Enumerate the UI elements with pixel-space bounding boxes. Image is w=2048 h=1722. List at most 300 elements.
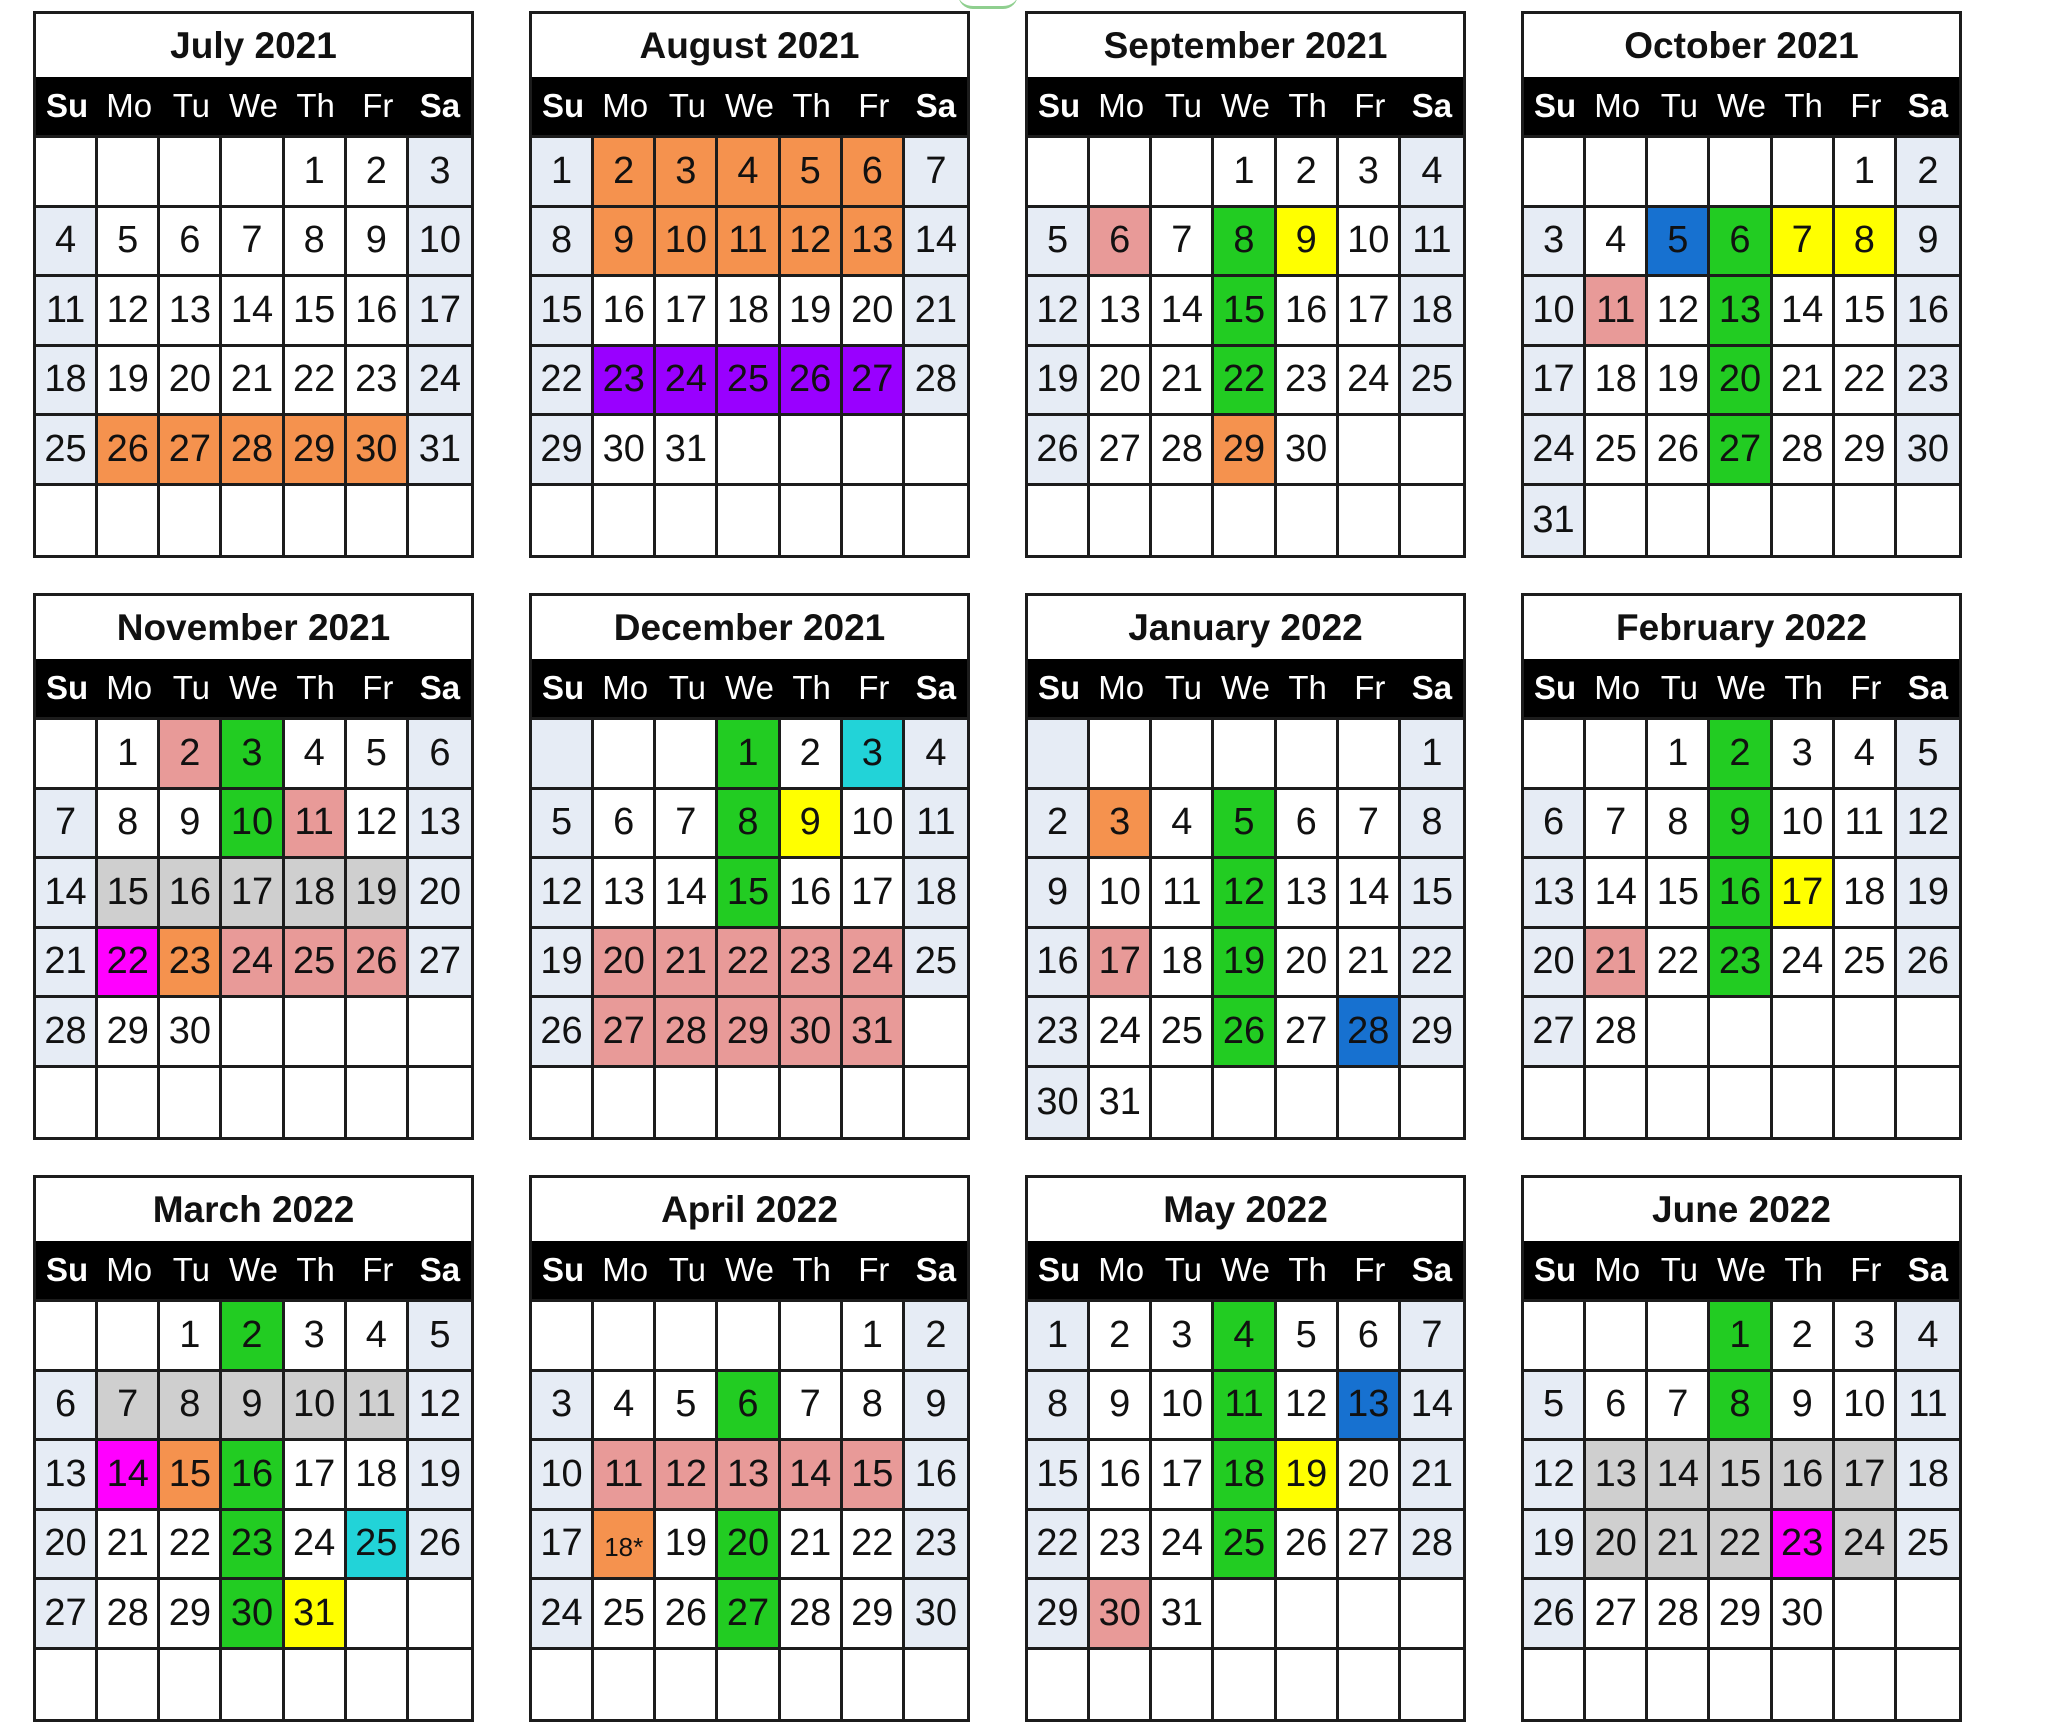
empty-day-cell	[1773, 1650, 1835, 1720]
calendar-day: 25	[594, 1580, 656, 1650]
empty-day-cell	[1524, 1302, 1586, 1372]
calendar-day: 4	[1586, 208, 1648, 278]
calendar-day: 24	[1090, 998, 1152, 1068]
calendar-day: 29	[718, 998, 780, 1068]
calendar-day: 10	[1339, 208, 1401, 278]
calendar-day: 13	[160, 277, 222, 347]
calendar-day: 13	[1339, 1372, 1401, 1442]
calendar-day: 16	[781, 859, 843, 929]
empty-day-cell	[1028, 486, 1090, 556]
calendar-day: 21	[98, 1511, 160, 1581]
empty-day-cell	[1028, 720, 1090, 790]
calendar-day: 6	[1090, 208, 1152, 278]
calendar-day: 17	[222, 859, 284, 929]
calendar-day: 12	[347, 790, 409, 860]
calendar-day: 7	[905, 138, 967, 208]
empty-day-cell	[222, 1650, 284, 1720]
calendar-day: 27	[594, 998, 656, 1068]
empty-day-cell	[160, 1650, 222, 1720]
empty-day-cell	[656, 720, 718, 790]
weekday-label: Tu	[668, 669, 706, 706]
calendar-day: 28	[36, 998, 98, 1068]
calendar-day: 6	[1277, 790, 1339, 860]
calendar-day: 11	[1835, 790, 1897, 860]
calendar-day: 18	[718, 277, 780, 347]
empty-day-cell	[98, 1302, 160, 1372]
calendar-day: 1	[843, 1302, 905, 1372]
weekday-label: Mo	[1098, 669, 1145, 706]
calendar-day: 4	[1897, 1302, 1959, 1372]
calendar-day: 28	[98, 1580, 160, 1650]
calendar-day: 31	[656, 416, 718, 486]
empty-day-cell	[222, 998, 284, 1068]
calendar-day: 5	[1277, 1302, 1339, 1372]
calendar-day: 27	[36, 1580, 98, 1650]
calendar-day: 15	[532, 277, 594, 347]
empty-day-cell	[1214, 720, 1276, 790]
weekday-label: Mo	[106, 1251, 153, 1288]
calendar-day: 8	[532, 208, 594, 278]
empty-day-cell	[656, 1068, 718, 1138]
calendar-day: 8	[98, 790, 160, 860]
empty-day-cell	[1773, 138, 1835, 208]
calendar-day: 4	[285, 720, 347, 790]
calendar-day: 3	[409, 138, 471, 208]
calendar-day: 11	[1214, 1372, 1276, 1442]
empty-day-cell	[656, 486, 718, 556]
calendar-day: 18	[1835, 859, 1897, 929]
calendar-day: 9	[1773, 1372, 1835, 1442]
month-calendar	[1025, 11, 1466, 558]
calendar-day: 10	[1152, 1372, 1214, 1442]
calendar-day: 29	[1835, 416, 1897, 486]
empty-day-cell	[98, 138, 160, 208]
calendar-day: 18	[1586, 347, 1648, 417]
day-grid	[1028, 135, 1463, 555]
calendar-day: 31	[1524, 486, 1586, 556]
calendar-day: 15	[1401, 859, 1463, 929]
day-grid	[1524, 1299, 1959, 1719]
calendar-day: 31	[1152, 1580, 1214, 1650]
calendar-day: 19	[1277, 1441, 1339, 1511]
calendar-day: 6	[409, 720, 471, 790]
weekday-label: We	[229, 669, 278, 706]
calendar-day: 2	[905, 1302, 967, 1372]
calendar-day: 29	[843, 1580, 905, 1650]
empty-day-cell	[843, 1650, 905, 1720]
weekday-label: We	[1717, 669, 1766, 706]
calendar-day: 30	[594, 416, 656, 486]
calendar-day: 29	[98, 998, 160, 1068]
calendar-day: 18	[347, 1441, 409, 1511]
empty-day-cell	[718, 416, 780, 486]
calendar-day: 17	[1090, 929, 1152, 999]
weekday-label: Su	[1037, 1251, 1081, 1288]
calendar-day: 17	[285, 1441, 347, 1511]
calendar-day: 22	[718, 929, 780, 999]
calendar-day: 7	[1586, 790, 1648, 860]
weekday-label: Sa	[915, 669, 957, 706]
weekday-label: Mo	[602, 669, 649, 706]
calendar-day: 12	[1214, 859, 1276, 929]
calendar-day: 4	[1401, 138, 1463, 208]
day-grid	[1028, 717, 1463, 1137]
calendar-day: 30	[160, 998, 222, 1068]
weekday-label: Sa	[1907, 1251, 1949, 1288]
weekday-label: Th	[792, 1251, 831, 1288]
weekday-label: Sa	[1411, 1251, 1453, 1288]
month-title: October 2021	[1624, 24, 1859, 66]
calendar-day: 25	[1401, 347, 1463, 417]
empty-day-cell	[347, 1580, 409, 1650]
empty-day-cell	[781, 416, 843, 486]
calendar-day: 24	[1835, 1511, 1897, 1581]
weekday-label: Tu	[668, 1251, 706, 1288]
calendar-day: 23	[1897, 347, 1959, 417]
empty-day-cell	[656, 1302, 718, 1372]
weekday-label: We	[1717, 1251, 1766, 1288]
calendar-day: 19	[1648, 347, 1710, 417]
weekday-label: We	[1717, 87, 1766, 124]
empty-day-cell	[1648, 1068, 1710, 1138]
calendar-day: 22	[1401, 929, 1463, 999]
empty-day-cell	[1339, 720, 1401, 790]
weekday-label: Su	[541, 87, 585, 124]
empty-day-cell	[1897, 1650, 1959, 1720]
weekday-label: Su	[1037, 669, 1081, 706]
calendar-day: 5	[1214, 790, 1276, 860]
empty-day-cell	[36, 1650, 98, 1720]
empty-day-cell	[656, 1650, 718, 1720]
calendar-day: 19	[656, 1511, 718, 1581]
calendar-day: 13	[843, 208, 905, 278]
weekday-label: Th	[296, 669, 335, 706]
calendar-day: 6	[1710, 208, 1772, 278]
calendar-day: 15	[1835, 277, 1897, 347]
empty-day-cell	[1277, 720, 1339, 790]
calendar-day: 19	[1028, 347, 1090, 417]
empty-day-cell	[1897, 486, 1959, 556]
empty-day-cell	[1897, 1068, 1959, 1138]
weekday-label: We	[229, 87, 278, 124]
calendar-day: 14	[1648, 1441, 1710, 1511]
calendar-day: 18	[1214, 1441, 1276, 1511]
weekday-label: Fr	[362, 87, 394, 124]
calendar-day: 3	[1339, 138, 1401, 208]
calendar-day: 13	[36, 1441, 98, 1511]
empty-day-cell	[718, 1650, 780, 1720]
calendar-day: 15	[718, 859, 780, 929]
calendar-day: 12	[1277, 1372, 1339, 1442]
calendar-day: 23	[905, 1511, 967, 1581]
calendar-day: 1	[1214, 138, 1276, 208]
empty-day-cell	[285, 486, 347, 556]
empty-day-cell	[1648, 1302, 1710, 1372]
calendar-day: 8	[1710, 1372, 1772, 1442]
empty-day-cell	[1277, 1650, 1339, 1720]
month-calendar	[529, 11, 970, 558]
calendar-day: 6	[160, 208, 222, 278]
calendar-day: 5	[1648, 208, 1710, 278]
calendar-day: 21	[1339, 929, 1401, 999]
calendar-day: 1	[1710, 1302, 1772, 1372]
calendar-day: 15	[160, 1441, 222, 1511]
weekday-label: Mo	[1594, 1251, 1641, 1288]
weekday-label: We	[229, 1251, 278, 1288]
calendar-day: 25	[1897, 1511, 1959, 1581]
calendar-day: 8	[1401, 790, 1463, 860]
calendar-day: 7	[781, 1372, 843, 1442]
calendar-day: 16	[347, 277, 409, 347]
empty-day-cell	[1710, 998, 1772, 1068]
calendar-day: 11	[1401, 208, 1463, 278]
weekday-label: Mo	[1594, 87, 1641, 124]
month-title: August 2021	[639, 24, 860, 66]
month-calendar	[1521, 1175, 1962, 1722]
calendar-day: 4	[1152, 790, 1214, 860]
empty-day-cell	[905, 1068, 967, 1138]
weekday-label: Fr	[858, 1251, 890, 1288]
calendar-day: 20	[1277, 929, 1339, 999]
day-grid	[1524, 717, 1959, 1137]
calendar-day: 24	[222, 929, 284, 999]
calendar-day: 20	[594, 929, 656, 999]
calendar-day: 21	[1648, 1511, 1710, 1581]
calendar-day: 23	[1710, 929, 1772, 999]
empty-day-cell	[1897, 1580, 1959, 1650]
weekday-label: Th	[1288, 87, 1327, 124]
calendar-day: 2	[1090, 1302, 1152, 1372]
month-title: April 2022	[661, 1188, 838, 1230]
calendar-day: 27	[1090, 416, 1152, 486]
calendar-day: 9	[1710, 790, 1772, 860]
empty-day-cell	[409, 486, 471, 556]
empty-day-cell	[222, 486, 284, 556]
calendar-day: 12	[1028, 277, 1090, 347]
empty-day-cell	[781, 1068, 843, 1138]
calendar-day: 28	[781, 1580, 843, 1650]
weekday-label: Sa	[1907, 669, 1949, 706]
calendar-day: 9	[1277, 208, 1339, 278]
day-grid	[532, 717, 967, 1137]
calendar-day: 10	[222, 790, 284, 860]
empty-day-cell	[594, 720, 656, 790]
calendar-day: 26	[656, 1580, 718, 1650]
empty-day-cell	[1835, 1068, 1897, 1138]
calendar-day: 14	[781, 1441, 843, 1511]
calendar-day: 23	[1277, 347, 1339, 417]
empty-day-cell	[1214, 486, 1276, 556]
calendar-day: 3	[1524, 208, 1586, 278]
calendar-day: 24	[843, 929, 905, 999]
month-title: May 2022	[1163, 1188, 1328, 1230]
calendar-day: 24	[1339, 347, 1401, 417]
weekday-label: Th	[1288, 669, 1327, 706]
empty-day-cell	[1835, 1580, 1897, 1650]
calendar-day: 15	[1214, 277, 1276, 347]
month-title: November 2021	[116, 606, 391, 648]
weekday-label: Tu	[1164, 1251, 1202, 1288]
calendar-day: 7	[1152, 208, 1214, 278]
calendar-day: 11	[36, 277, 98, 347]
empty-day-cell	[1524, 1650, 1586, 1720]
calendar-day: 26	[1648, 416, 1710, 486]
calendar-day: 3	[1835, 1302, 1897, 1372]
empty-day-cell	[1339, 1650, 1401, 1720]
empty-day-cell	[409, 998, 471, 1068]
month-title: December 2021	[613, 606, 886, 648]
calendar-day: 16	[1710, 859, 1772, 929]
day-grid	[36, 135, 471, 555]
calendar-day: 8	[1835, 208, 1897, 278]
month-calendar	[1025, 1175, 1466, 1722]
weekday-header	[1028, 1241, 1463, 1299]
empty-day-cell	[160, 138, 222, 208]
calendar-day: 21	[1152, 347, 1214, 417]
calendar-day: 4	[1835, 720, 1897, 790]
empty-day-cell	[1648, 998, 1710, 1068]
calendar-day: 23	[1028, 998, 1090, 1068]
calendar-day: 7	[656, 790, 718, 860]
calendar-day: 17	[1524, 347, 1586, 417]
calendar-day: 23	[347, 347, 409, 417]
calendar-day: 15	[843, 1441, 905, 1511]
calendar-day: 16	[160, 859, 222, 929]
calendar-day: 20	[1090, 347, 1152, 417]
calendar-day: 26	[781, 347, 843, 417]
calendar-day: 1	[285, 138, 347, 208]
calendar-day: 14	[1586, 859, 1648, 929]
calendar-day: 24	[1152, 1511, 1214, 1581]
calendar-day: 17	[1835, 1441, 1897, 1511]
empty-day-cell	[1401, 1580, 1463, 1650]
calendar-day: 10	[1090, 859, 1152, 929]
calendar-day: 1	[1835, 138, 1897, 208]
weekday-label: Fr	[1354, 87, 1386, 124]
calendar-day: 25	[36, 416, 98, 486]
calendar-day: 10	[285, 1372, 347, 1442]
calendar-day: 27	[1710, 416, 1772, 486]
calendar-day: 21	[1586, 929, 1648, 999]
calendar-day: 22	[1214, 347, 1276, 417]
empty-day-cell	[1835, 998, 1897, 1068]
calendar-day: 16	[1028, 929, 1090, 999]
empty-day-cell	[98, 486, 160, 556]
calendar-day: 1	[532, 138, 594, 208]
calendar-day: 30	[347, 416, 409, 486]
calendar-day: 10	[1773, 790, 1835, 860]
empty-day-cell	[409, 1650, 471, 1720]
calendar-day: 13	[1524, 859, 1586, 929]
empty-day-cell	[594, 1650, 656, 1720]
calendar-day: 4	[36, 208, 98, 278]
calendar-day: 28	[1586, 998, 1648, 1068]
empty-day-cell	[718, 486, 780, 556]
calendar-day: 16	[594, 277, 656, 347]
calendar-day: 4	[905, 720, 967, 790]
weekday-label: Fr	[362, 669, 394, 706]
calendar-day: 9	[347, 208, 409, 278]
calendar-day: 27	[1586, 1580, 1648, 1650]
calendar-day: 7	[1773, 208, 1835, 278]
calendar-day: 7	[1339, 790, 1401, 860]
calendar-day: 22	[98, 929, 160, 999]
empty-day-cell	[1835, 1650, 1897, 1720]
calendar-day: 2	[222, 1302, 284, 1372]
empty-day-cell	[347, 998, 409, 1068]
empty-day-cell	[1339, 486, 1401, 556]
calendar-day: 12	[532, 859, 594, 929]
calendar-day: 16	[1090, 1441, 1152, 1511]
calendar-day: 6	[843, 138, 905, 208]
calendar-day: 25	[1586, 416, 1648, 486]
weekday-label: Th	[792, 87, 831, 124]
empty-day-cell	[1773, 486, 1835, 556]
calendar-day: 18	[1401, 277, 1463, 347]
calendar-day: 30	[905, 1580, 967, 1650]
empty-day-cell	[347, 1650, 409, 1720]
weekday-label: Su	[1533, 669, 1577, 706]
calendar-day: 23	[781, 929, 843, 999]
calendar-day: 12	[1524, 1441, 1586, 1511]
month-calendar	[33, 1175, 474, 1722]
calendar-day: 26	[532, 998, 594, 1068]
calendar-day: 3	[656, 138, 718, 208]
calendar-day: 19	[409, 1441, 471, 1511]
calendar-day: 3	[285, 1302, 347, 1372]
weekday-label: We	[1221, 1251, 1270, 1288]
weekday-header	[1028, 659, 1463, 717]
calendar-day: 8	[843, 1372, 905, 1442]
calendar-day: 28	[1339, 998, 1401, 1068]
calendar-day: 15	[285, 277, 347, 347]
calendar-day: 28	[1152, 416, 1214, 486]
day-grid	[532, 135, 967, 555]
weekday-label: Mo	[106, 87, 153, 124]
calendar-day: 22	[843, 1511, 905, 1581]
empty-day-cell	[1586, 138, 1648, 208]
calendar-day: 7	[1648, 1372, 1710, 1442]
calendar-day: 29	[1710, 1580, 1772, 1650]
calendar-day: 16	[905, 1441, 967, 1511]
empty-day-cell	[1277, 1068, 1339, 1138]
empty-day-cell	[718, 1068, 780, 1138]
weekday-header	[532, 1241, 967, 1299]
calendar-day: 6	[1586, 1372, 1648, 1442]
empty-day-cell	[1152, 720, 1214, 790]
empty-day-cell	[1152, 138, 1214, 208]
weekday-label: Sa	[915, 87, 957, 124]
weekday-label: Su	[541, 669, 585, 706]
weekday-header	[36, 1241, 471, 1299]
empty-day-cell	[1835, 486, 1897, 556]
calendar-day: 5	[532, 790, 594, 860]
calendar-day: 3	[1152, 1302, 1214, 1372]
calendar-day: 11	[1897, 1372, 1959, 1442]
calendar-day: 15	[1028, 1441, 1090, 1511]
calendar-day: 4	[347, 1302, 409, 1372]
calendar-day: 2	[1897, 138, 1959, 208]
weekday-label: Tu	[1660, 1251, 1698, 1288]
weekday-label: We	[1221, 669, 1270, 706]
calendar-day: 1	[1648, 720, 1710, 790]
calendar-day: 27	[718, 1580, 780, 1650]
month-title: June 2022	[1652, 1188, 1831, 1230]
empty-day-cell	[1401, 486, 1463, 556]
calendar-day: 12	[781, 208, 843, 278]
calendar-day: 4	[1214, 1302, 1276, 1372]
weekday-header	[1524, 1241, 1959, 1299]
